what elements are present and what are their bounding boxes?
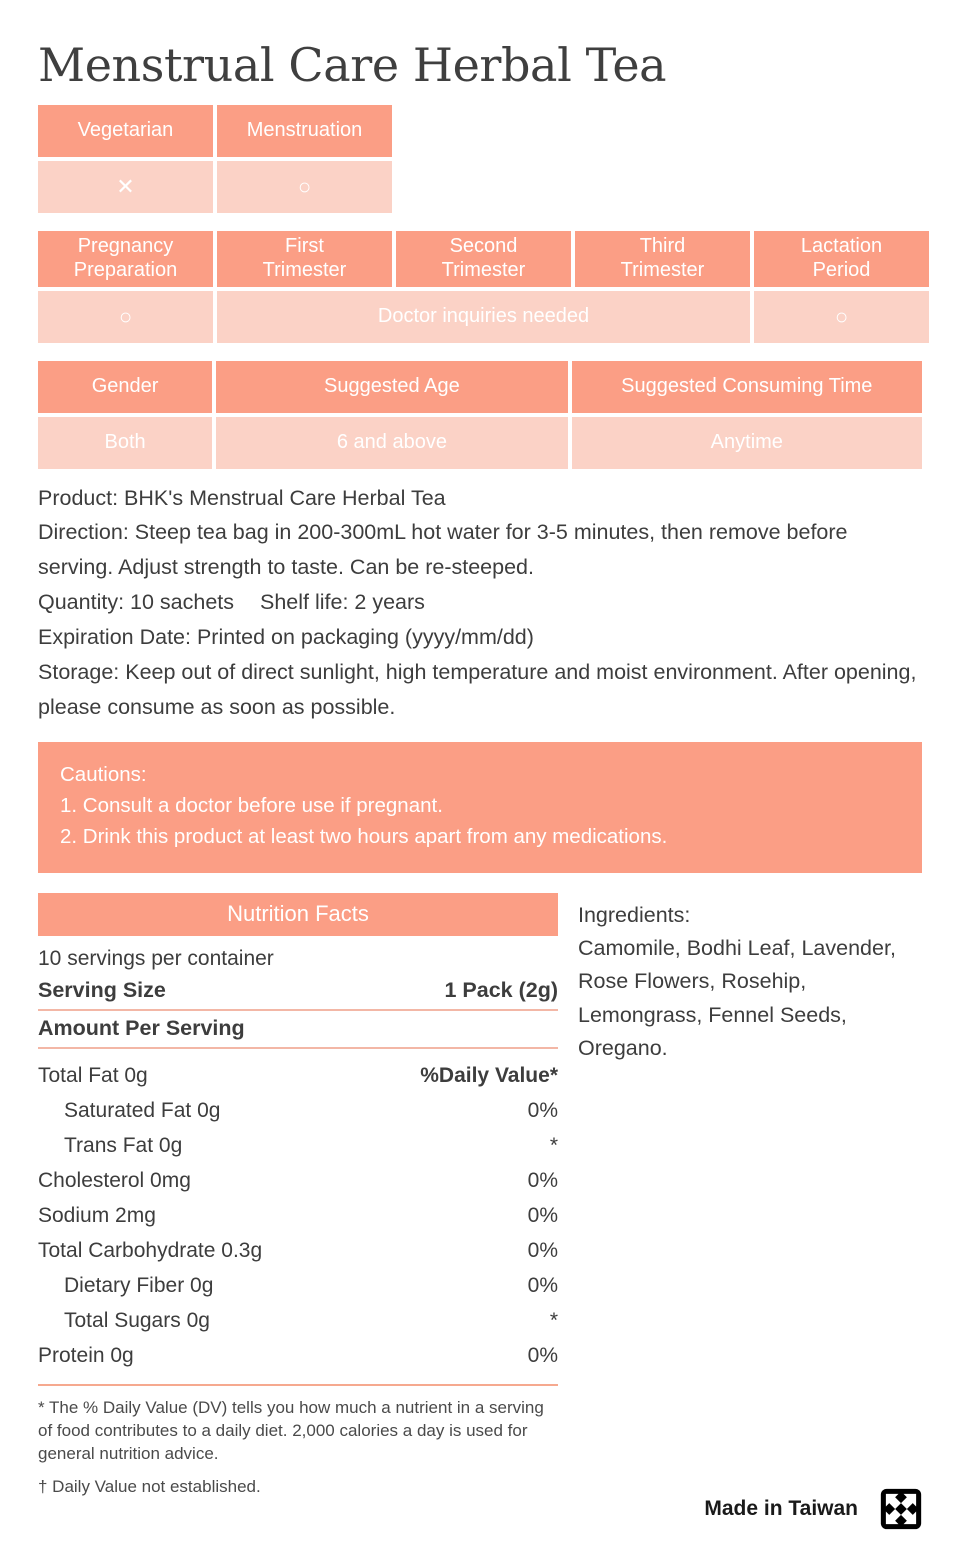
- header-line-1: Pregnancy: [77, 235, 174, 258]
- attribute-header-pregnancy-preparation: [38, 231, 213, 287]
- header-line-1: Second: [449, 235, 518, 258]
- ingredients-label: Ingredients:: [578, 902, 691, 927]
- nutrient-row: [38, 1339, 558, 1374]
- nutrition-facts-header: Nutrition Facts: [38, 893, 558, 936]
- header-line-2: Period: [812, 258, 871, 281]
- nutrient-daily-value: 0%: [527, 1238, 558, 1262]
- ingredients-list: Camomile, Bodhi Leaf, Lavender, Rose Flowers, Rosehip, Lemongrass, Fennel Seeds, Oregano.: [578, 935, 896, 1060]
- serving-size-value: 1 Pack (2g): [444, 977, 558, 1002]
- nutrient-daily-value: *: [549, 1133, 558, 1157]
- attribute-value-suggested-age: 6 and above: [216, 417, 567, 469]
- daily-value-header: %Daily Value*: [420, 1063, 558, 1087]
- nutrient-row: [38, 1304, 558, 1339]
- nutrient-name: Dietary Fiber 0g: [64, 1273, 214, 1297]
- cautions-item-2: 2. Drink this product at least two hours apart from any medications.: [60, 824, 668, 848]
- spacer: [38, 1049, 558, 1059]
- attribute-column-gender: [38, 361, 212, 469]
- nutrient-name: Sodium 2mg: [38, 1203, 156, 1227]
- taiwan-recycling-mark-icon: [880, 1488, 922, 1530]
- attribute-header-second-trimester: [396, 231, 571, 287]
- nutrient-name: Trans Fat 0g: [64, 1133, 183, 1157]
- header-line-2: Trimester: [620, 258, 705, 281]
- nutrient-name: Total Sugars 0g: [64, 1308, 210, 1332]
- ingredients-panel: [558, 893, 922, 1498]
- lower-section: [38, 893, 922, 1498]
- nutrient-row: [38, 1059, 558, 1094]
- nutrient-row: [38, 1234, 558, 1269]
- nutrient-row: [38, 1269, 558, 1304]
- footer: [704, 1488, 922, 1530]
- attributes-table-pregnancy: [38, 231, 922, 343]
- cautions-heading: Cautions:: [60, 763, 147, 787]
- nutrient-row: [38, 1129, 558, 1164]
- amount-per-serving-label: Amount Per Serving: [38, 1015, 245, 1040]
- nutrient-daily-value: 0%: [527, 1168, 558, 1192]
- attribute-value-trimesters: Doctor inquiries needed: [217, 291, 750, 343]
- cautions-item-1: 1. Consult a doctor before use if pregnant.: [60, 794, 443, 818]
- header-line-1: First: [285, 235, 324, 258]
- attribute-header-third-trimester: [575, 231, 750, 287]
- description-direction: Direction: Steep tea bag in 200-300mL hot water for 3-5 minutes, then remove before serving. Adjust strength to taste. Can be re-steeped.: [38, 520, 848, 580]
- nutrient-row: [38, 1199, 558, 1234]
- description-product: Product: BHK's Menstrual Care Herbal Tea: [38, 485, 446, 510]
- dagger-footnote: † Daily Value not established.: [38, 1476, 261, 1496]
- attribute-value-gender: Both: [38, 417, 212, 469]
- attribute-header-first-trimester: [217, 231, 392, 287]
- daily-value-footnote: * The % Daily Value (DV) tells you how much a nutrient in a serving of food contributes to a daily diet. 2,000 calories a day is used for general nutrition advice.: [38, 1397, 544, 1463]
- nutrient-row: [38, 1094, 558, 1129]
- description-expiration: Expiration Date: Printed on packaging (yyyy/mm/dd): [38, 624, 534, 649]
- header-line-2: Preparation: [73, 258, 178, 281]
- nutrient-name: Total Fat 0g: [38, 1063, 148, 1087]
- attribute-column-vegetarian: [38, 105, 213, 213]
- servings-per-container: 10 servings per container: [38, 946, 274, 970]
- nutrient-name: Cholesterol 0mg: [38, 1168, 191, 1192]
- attribute-column-menstruation: [217, 105, 392, 213]
- page-title: Menstrual Care Herbal Tea: [38, 38, 667, 92]
- attribute-header-menstruation: Menstruation: [217, 105, 392, 157]
- attribute-header-suggested-age: Suggested Age: [216, 361, 567, 413]
- attribute-value-vegetarian: ✕: [38, 161, 213, 213]
- attribute-value-consuming-time: Anytime: [572, 417, 922, 469]
- attribute-value-menstruation: ○: [217, 161, 392, 213]
- made-in-label: Made in Taiwan: [704, 1497, 858, 1520]
- nutrient-daily-value: 0%: [527, 1203, 558, 1227]
- attribute-column-consuming-time: [572, 361, 922, 469]
- description-quantity-shelflife: [38, 585, 922, 620]
- nutrient-daily-value: *: [549, 1308, 558, 1332]
- pregnancy-header-row: [38, 231, 922, 287]
- header-line-2: Trimester: [262, 258, 347, 281]
- nutrient-name: Protein 0g: [38, 1343, 134, 1367]
- attribute-header-vegetarian: Vegetarian: [38, 105, 213, 157]
- attribute-column-suggested-age: [216, 361, 567, 469]
- description-storage: Storage: Keep out of direct sunlight, high temperature and moist environment. After opening, please consume as soon as possible.: [38, 659, 917, 719]
- description-quantity: Quantity: 10 sachets: [38, 590, 234, 615]
- product-description: [38, 473, 922, 725]
- table-spacer: [38, 217, 922, 231]
- pregnancy-value-row: [38, 291, 922, 343]
- serving-size-row: [38, 973, 558, 1009]
- table-spacer: [38, 347, 922, 361]
- nutrient-daily-value: 0%: [527, 1273, 558, 1297]
- attributes-table-usage: [38, 361, 922, 469]
- nutrient-daily-value: 0%: [527, 1343, 558, 1367]
- nutrient-daily-value: 0%: [527, 1098, 558, 1122]
- attribute-header-gender: Gender: [38, 361, 212, 413]
- nutrient-row: [38, 1164, 558, 1199]
- attribute-header-consuming-time: Suggested Consuming Time: [572, 361, 922, 413]
- attribute-header-lactation-period: [754, 231, 929, 287]
- serving-size-label: Serving Size: [38, 977, 166, 1002]
- header-line-1: Third: [639, 235, 686, 258]
- header-line-2: Trimester: [441, 258, 526, 281]
- description-shelf-life: Shelf life: 2 years: [260, 590, 425, 615]
- cautions-box: [38, 742, 922, 872]
- attributes-table-diet: [38, 105, 922, 213]
- nutrient-name: Total Carbohydrate 0.3g: [38, 1238, 263, 1262]
- spacer: [38, 1374, 558, 1384]
- attribute-value-lactation-period: ○: [754, 291, 929, 343]
- nutrition-facts-panel: [38, 893, 558, 1498]
- amount-per-serving-row: [38, 1011, 558, 1047]
- attribute-value-pregnancy-preparation: ○: [38, 291, 213, 343]
- header-line-1: Lactation: [800, 235, 883, 258]
- nutrient-name: Saturated Fat 0g: [64, 1098, 221, 1122]
